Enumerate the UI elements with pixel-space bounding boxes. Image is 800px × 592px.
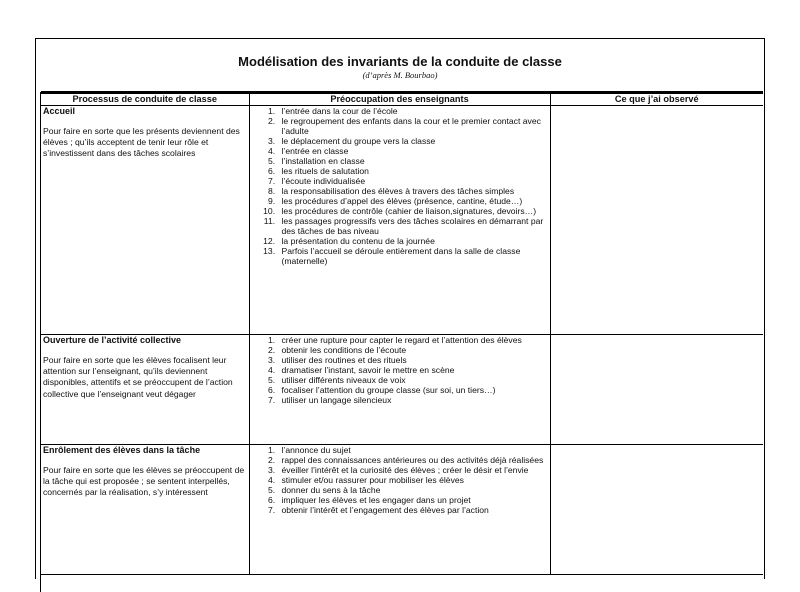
list-item: 3. utiliser des routines et des rituels bbox=[278, 355, 548, 365]
list-item: 2. obtenir les conditions de l’écoute bbox=[278, 345, 548, 355]
column-header-process: Processus de conduite de classe bbox=[41, 93, 249, 106]
title-block bbox=[36, 39, 764, 91]
list-item: 9. les procédures d’appel des élèves (présence, cantine, étude…) bbox=[278, 196, 548, 206]
table-row bbox=[41, 445, 763, 575]
list-item: 6. focaliser l’attention du groupe classe (sur soi, un tiers…) bbox=[278, 385, 548, 395]
list-item: 4. dramatiser l’instant, savoir le mettre en scène bbox=[278, 365, 548, 375]
process-cell bbox=[41, 445, 249, 575]
list-item: 11. les passages progressifs vers des tâches scolaires en démarrant par des tâches de bas niveau bbox=[278, 216, 548, 236]
process-description: Pour faire en sorte que les élèves focalisent leur attention sur l’enseignant, qu’ils deviennent disponibles, attentifs et se préoccupent de l’action collective que l’enseignant veut dégager bbox=[43, 355, 233, 399]
concerns-list bbox=[252, 106, 548, 266]
list-item: 1. l’annonce du sujet bbox=[278, 445, 548, 455]
observed-cell[interactable] bbox=[550, 106, 763, 335]
list-item: 2. rappel des connaissances antérieures ou des activités déjà réalisées bbox=[278, 455, 548, 465]
table-header-row bbox=[41, 93, 763, 106]
process-description: Pour faire en sorte que les élèves se préoccupent de la tâche qui est proposée ; se sentent interpellés, concernés par la réalisation, s’y intéressent bbox=[43, 465, 245, 498]
process-cell bbox=[41, 335, 249, 445]
list-item: 5. l’installation en classe bbox=[278, 156, 548, 166]
table-row bbox=[41, 106, 763, 335]
concerns-list bbox=[252, 445, 548, 515]
invariants-table bbox=[41, 91, 763, 575]
document-frame bbox=[35, 38, 765, 579]
list-item: 6. les rituels de salutation bbox=[278, 166, 548, 176]
process-name: Accueil bbox=[43, 106, 76, 116]
process-description: Pour faire en sorte que les présents deviennent des élèves ; qu’ils acceptent de tenir leur rôle et s’investissent dans des tâches scolaires bbox=[43, 126, 240, 159]
process-cell bbox=[41, 106, 249, 335]
observed-cell[interactable] bbox=[550, 445, 763, 575]
list-item: 1. créer une rupture pour capter le regard et l’attention des élèves bbox=[278, 335, 548, 345]
list-item: 7. utiliser un langage silencieux bbox=[278, 395, 548, 405]
table-row bbox=[41, 335, 763, 445]
list-item: 4. l’entrée en classe bbox=[278, 146, 548, 156]
document-subtitle: (d’après M. Bourbao) bbox=[362, 70, 438, 80]
list-item: 7. obtenir l’intérêt et l’engagement des élèves par l’action bbox=[278, 505, 548, 515]
document-title: Modélisation des invariants de la conduite de classe bbox=[238, 54, 562, 69]
list-item: 3. éveiller l’intérêt et la curiosité des élèves ; créer le désir et l’envie bbox=[278, 465, 548, 475]
list-item: 13. Parfois l’accueil se déroule entièrement dans la salle de classe (maternelle) bbox=[278, 246, 548, 266]
process-name: Enrôlement des élèves dans la tâche bbox=[43, 445, 201, 455]
list-item: 10. les procédures de contrôle (cahier de liaison,signatures, devoirs…) bbox=[278, 206, 548, 216]
list-item: 7. l’écoute individualisée bbox=[278, 176, 548, 186]
concerns-cell bbox=[249, 445, 550, 575]
column-header-observed: Ce que j’ai observé bbox=[550, 93, 763, 106]
concerns-cell bbox=[249, 335, 550, 445]
list-item: 2. le regroupement des enfants dans la cour et le premier contact avec l’adulte bbox=[278, 116, 548, 136]
list-item: 12. la présentation du contenu de la journée bbox=[278, 236, 548, 246]
list-item: 5. utiliser différents niveaux de voix bbox=[278, 375, 548, 385]
list-item: 4. stimuler et/ou rassurer pour mobiliser les élèves bbox=[278, 475, 548, 485]
process-name: Ouverture de l’activité collective bbox=[43, 335, 182, 345]
observed-cell[interactable] bbox=[550, 335, 763, 445]
concerns-cell bbox=[249, 106, 550, 335]
list-item: 3. le déplacement du groupe vers la classe bbox=[278, 136, 548, 146]
list-item: 1. l’entrée dans la cour de l’école bbox=[278, 106, 548, 116]
list-item: 6. impliquer les élèves et les engager dans un projet bbox=[278, 495, 548, 505]
concerns-list bbox=[252, 335, 548, 405]
list-item: 5. donner du sens à la tâche bbox=[278, 485, 548, 495]
column-header-concerns: Préoccupation des enseignants bbox=[249, 93, 550, 106]
list-item: 8. la responsabilisation des élèves à travers des tâches simples bbox=[278, 186, 548, 196]
